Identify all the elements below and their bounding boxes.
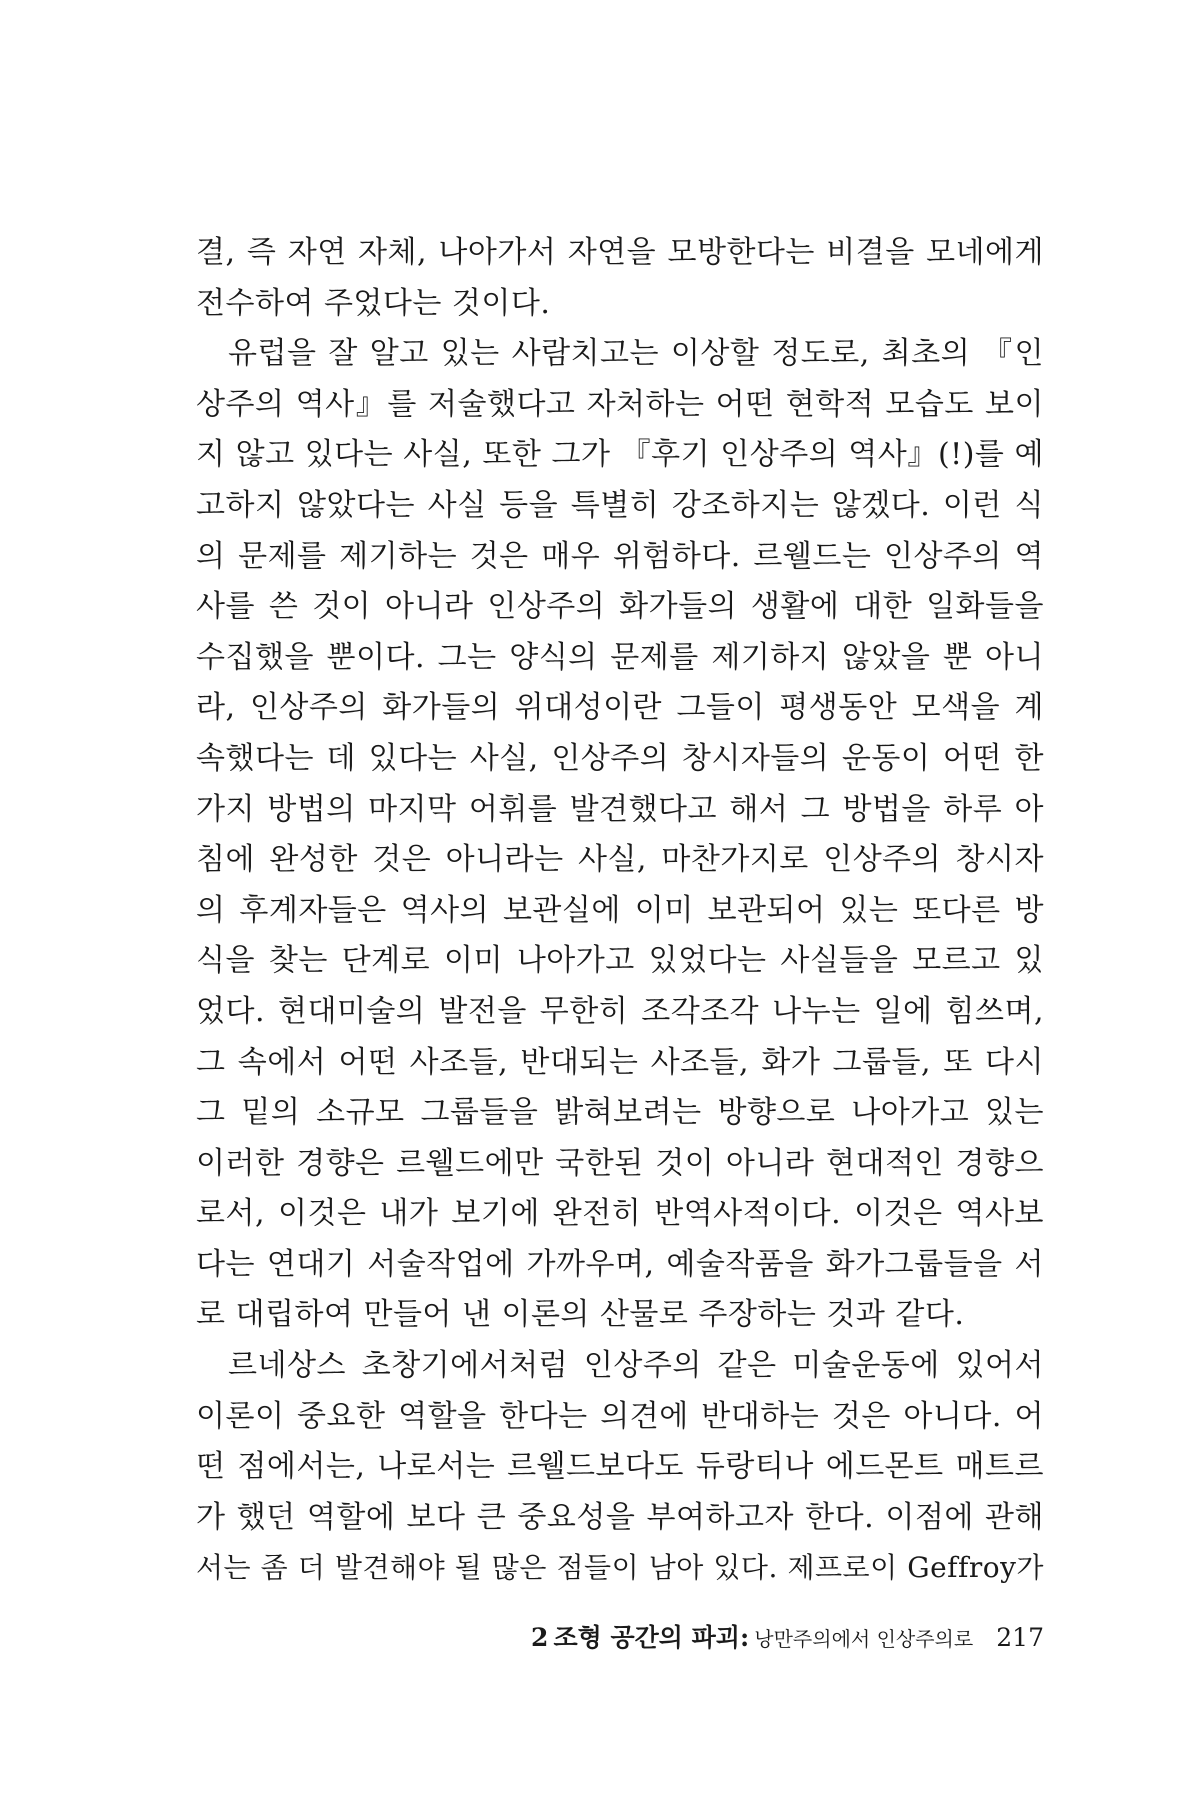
paragraph-start-line: 유럽을 잘 알고 있는 사람치고는 이상할 정도로, 최초의 『인 <box>228 336 1044 372</box>
text-line: 이러한 경향은 르웰드에만 국한된 것이 아니라 현대적인 경향으 <box>196 1145 1044 1181</box>
text-line: 지 않고 있다는 사실, 또한 그가 『후기 인상주의 역사』(!)를 예 <box>196 437 1044 473</box>
text-line: 로 대립하여 만들어 낸 이론의 산물로 주장하는 것과 같다. <box>196 1297 965 1333</box>
text-line: 그 속에서 어떤 사조들, 반대되는 사조들, 화가 그룹들, 또 다시 <box>196 1044 1044 1080</box>
text-line: 속했다는 데 있다는 사실, 인상주의 창시자들의 운동이 어떤 한 <box>196 740 1044 776</box>
text-line: 의 후계자들은 역사의 보관실에 이미 보관되어 있는 또다른 방 <box>196 892 1044 928</box>
chapter-subtitle: 낭만주의에서 인상주의로 <box>754 1627 974 1651</box>
text-line: 이론이 중요한 역할을 한다는 의견에 반대하는 것은 아니다. 어 <box>196 1398 1044 1434</box>
text-line: 사를 쓴 것이 아니라 인상주의 화가들의 생활에 대한 일화들을 <box>196 589 1044 625</box>
paragraph-start-line: 르네상스 초창기에서처럼 인상주의 같은 미술운동에 있어서 <box>228 1348 1044 1384</box>
text-line: 수집했을 뿐이다. 그는 양식의 문제를 제기하지 않았을 뿐 아니 <box>196 639 1044 675</box>
text-line: 식을 찾는 단계로 이미 나아가고 있었다는 사실들을 모르고 있 <box>196 943 1044 979</box>
page-number: 217 <box>996 1623 1044 1652</box>
text-line: 서는 좀 더 발견해야 될 많은 점들이 남아 있다. 제프로이 Geffroy가 <box>196 1551 1044 1585</box>
text-line: 떤 점에서는, 나로서는 르웰드보다도 듀랑티나 에드몬트 매트르 <box>196 1449 1044 1485</box>
title-separator: : <box>739 1623 750 1652</box>
text-line: 전수하여 주었다는 것이다. <box>196 285 551 321</box>
text-line: 가 했던 역할에 보다 큰 중요성을 부여하고자 한다. 이점에 관해 <box>196 1499 1044 1535</box>
text-line: 라, 인상주의 화가들의 위대성이란 그들이 평생동안 모색을 계 <box>196 690 1044 726</box>
chapter-title: 조형 공간의 파괴 <box>553 1623 740 1652</box>
text-line: 의 문제를 제기하는 것은 매우 위험하다. 르웰드는 인상주의 역 <box>196 538 1044 574</box>
text-line: 었다. 현대미술의 발전을 무한히 조각조각 나누는 일에 힘쓰며, <box>196 993 1044 1029</box>
text-line: 상주의 역사』를 저술했다고 자처하는 어떤 현학적 모습도 보이 <box>196 386 1044 422</box>
text-line: 가지 방법의 마지막 어휘를 발견했다고 해서 그 방법을 하루 아 <box>196 791 1044 827</box>
body-text <box>196 228 1044 1594</box>
chapter-number: 2 <box>531 1623 549 1652</box>
text-line: 결, 즉 자연 자체, 나아가서 자연을 모방한다는 비결을 모네에게 <box>196 235 1044 270</box>
text-line: 다는 연대기 서술작업에 가까우며, 예술작품을 화가그룹들을 서 <box>196 1246 1044 1282</box>
text-line: 고하지 않았다는 사실 등을 특별히 강조하지는 않겠다. 이런 식 <box>196 487 1044 523</box>
text-line: 로서, 이것은 내가 보기에 완전히 반역사적이다. 이것은 역사보 <box>196 1196 1044 1232</box>
text-line: 그 밑의 소규모 그룹들을 밝혀보려는 방향으로 나아가고 있는 <box>196 1095 1044 1131</box>
running-footer <box>460 1618 1044 1658</box>
text-line: 침에 완성한 것은 아니라는 사실, 마찬가지로 인상주의 창시자 <box>196 842 1044 878</box>
